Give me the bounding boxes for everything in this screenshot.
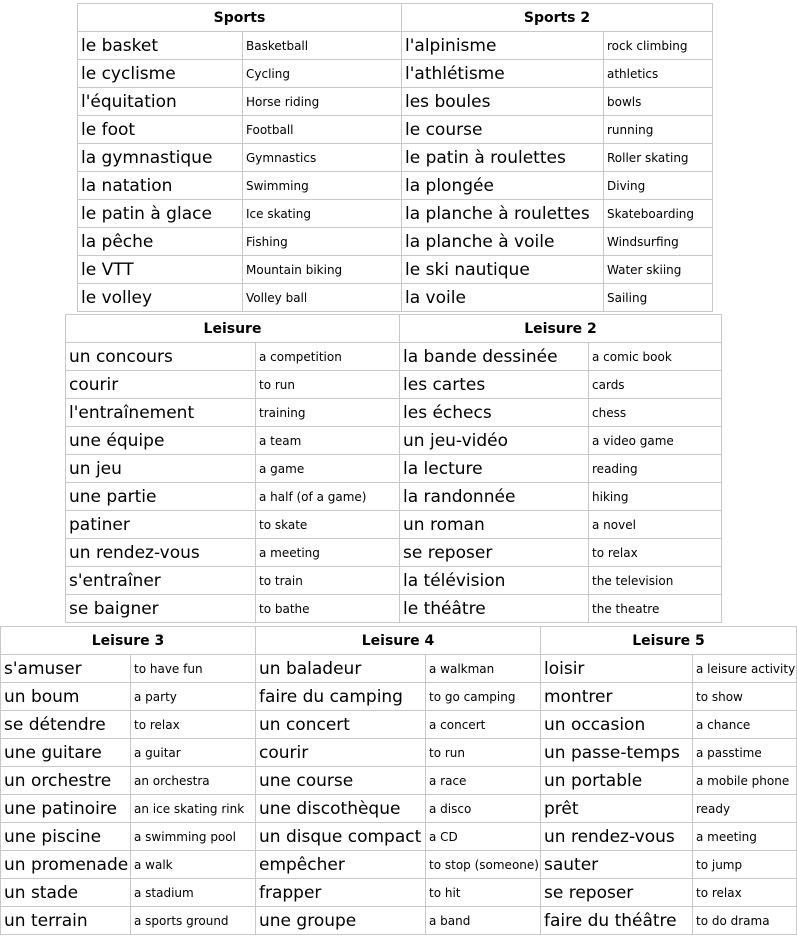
- table-row: [1, 711, 797, 739]
- french-term: le ski nautique: [402, 256, 604, 284]
- french-term: un roman: [400, 511, 589, 539]
- french-term: un rendez-vous: [66, 539, 256, 567]
- english-translation: Football: [243, 116, 402, 144]
- leisure-more-vocab-table: [0, 626, 797, 935]
- english-translation: to have fun: [131, 655, 256, 683]
- french-term: un boum: [1, 683, 131, 711]
- sports-vocab-table: [77, 3, 713, 312]
- english-translation: to run: [426, 739, 541, 767]
- french-term: la bande dessinée: [400, 343, 589, 371]
- table-row: [66, 455, 722, 483]
- english-translation: to jump: [693, 851, 797, 879]
- table-header-sports: Sports: [78, 4, 402, 32]
- table-row: [1, 907, 797, 935]
- english-translation: athletics: [604, 60, 713, 88]
- french-term: un jeu: [66, 455, 256, 483]
- french-term: une équipe: [66, 427, 256, 455]
- french-term: le basket: [78, 32, 243, 60]
- english-translation: Water skiing: [604, 256, 713, 284]
- english-translation: a disco: [426, 795, 541, 823]
- english-translation: a half (of a game): [256, 483, 400, 511]
- english-translation: ready: [693, 795, 797, 823]
- english-translation: to train: [256, 567, 400, 595]
- table-row: [66, 595, 722, 623]
- french-term: une guitare: [1, 739, 131, 767]
- french-term: les boules: [402, 88, 604, 116]
- english-translation: to relax: [693, 879, 797, 907]
- french-term: se reposer: [400, 539, 589, 567]
- english-translation: a meeting: [693, 823, 797, 851]
- french-term: les cartes: [400, 371, 589, 399]
- french-term: sauter: [541, 851, 693, 879]
- french-term: faire du théâtre: [541, 907, 693, 935]
- french-term: la lecture: [400, 455, 589, 483]
- english-translation: a mobile phone: [693, 767, 797, 795]
- english-translation: an orchestra: [131, 767, 256, 795]
- french-term: le volley: [78, 284, 243, 312]
- french-term: les échecs: [400, 399, 589, 427]
- french-term: la randonnée: [400, 483, 589, 511]
- english-translation: a passtime: [693, 739, 797, 767]
- english-translation: Sailing: [604, 284, 713, 312]
- french-term: le patin à glace: [78, 200, 243, 228]
- table-row: [66, 399, 722, 427]
- french-term: la pêche: [78, 228, 243, 256]
- english-translation: running: [604, 116, 713, 144]
- french-term: une discothèque: [256, 795, 426, 823]
- english-translation: Swimming: [243, 172, 402, 200]
- english-translation: to go camping: [426, 683, 541, 711]
- french-term: se reposer: [541, 879, 693, 907]
- table-row: [78, 228, 713, 256]
- french-term: le foot: [78, 116, 243, 144]
- table-header-leisure5: Leisure 5: [541, 627, 797, 655]
- table-row: [78, 88, 713, 116]
- table-row: [66, 427, 722, 455]
- french-term: un promenade: [1, 851, 131, 879]
- english-translation: a competition: [256, 343, 400, 371]
- english-translation: a walk: [131, 851, 256, 879]
- english-translation: to relax: [589, 539, 722, 567]
- table-row: [78, 172, 713, 200]
- english-translation: Windsurfing: [604, 228, 713, 256]
- french-term: la voile: [402, 284, 604, 312]
- table-header-leisure3: Leisure 3: [1, 627, 256, 655]
- table-row: [1, 823, 797, 851]
- french-term: la natation: [78, 172, 243, 200]
- french-term: un disque compact: [256, 823, 426, 851]
- english-translation: Gymnastics: [243, 144, 402, 172]
- english-translation: to run: [256, 371, 400, 399]
- table-row: [1, 851, 797, 879]
- english-translation: to stop (someone): [426, 851, 541, 879]
- english-translation: a swimming pool: [131, 823, 256, 851]
- table-row: [66, 483, 722, 511]
- english-translation: cards: [589, 371, 722, 399]
- table-row: [1, 683, 797, 711]
- english-translation: training: [256, 399, 400, 427]
- french-term: un occasion: [541, 711, 693, 739]
- leisure-vocab-body: [66, 343, 722, 623]
- french-term: un concours: [66, 343, 256, 371]
- french-term: une patinoire: [1, 795, 131, 823]
- french-term: le cyclisme: [78, 60, 243, 88]
- english-translation: Horse riding: [243, 88, 402, 116]
- english-translation: a CD: [426, 823, 541, 851]
- french-term: le course: [402, 116, 604, 144]
- french-term: une piscine: [1, 823, 131, 851]
- french-term: une groupe: [256, 907, 426, 935]
- table-header-leisure2: Leisure 2: [400, 315, 722, 343]
- table-row: [66, 539, 722, 567]
- english-translation: a novel: [589, 511, 722, 539]
- leisure-vocab-table: [65, 314, 722, 623]
- english-translation: Fishing: [243, 228, 402, 256]
- french-term: un terrain: [1, 907, 131, 935]
- english-translation: the television: [589, 567, 722, 595]
- french-term: s'entraîner: [66, 567, 256, 595]
- english-translation: Diving: [604, 172, 713, 200]
- table-row: [78, 284, 713, 312]
- table-header-sports2: Sports 2: [402, 4, 713, 32]
- french-term: s'amuser: [1, 655, 131, 683]
- french-term: un rendez-vous: [541, 823, 693, 851]
- table-row: [66, 371, 722, 399]
- english-translation: to do drama: [693, 907, 797, 935]
- french-term: la gymnastique: [78, 144, 243, 172]
- french-term: loisir: [541, 655, 693, 683]
- french-term: se baigner: [66, 595, 256, 623]
- english-translation: bowls: [604, 88, 713, 116]
- english-translation: reading: [589, 455, 722, 483]
- english-translation: Basketball: [243, 32, 402, 60]
- sports-vocab-body: [78, 32, 713, 312]
- french-term: l'alpinisme: [402, 32, 604, 60]
- french-term: la télévision: [400, 567, 589, 595]
- french-term: un orchestre: [1, 767, 131, 795]
- french-term: un stade: [1, 879, 131, 907]
- english-translation: the theatre: [589, 595, 722, 623]
- table-row: [66, 567, 722, 595]
- english-translation: a concert: [426, 711, 541, 739]
- french-term: la planche à voile: [402, 228, 604, 256]
- english-translation: to skate: [256, 511, 400, 539]
- table-row: [78, 256, 713, 284]
- french-term: le théâtre: [400, 595, 589, 623]
- english-translation: to hit: [426, 879, 541, 907]
- english-translation: a band: [426, 907, 541, 935]
- english-translation: Ice skating: [243, 200, 402, 228]
- french-term: le patin à roulettes: [402, 144, 604, 172]
- table-row: [78, 144, 713, 172]
- english-translation: a team: [256, 427, 400, 455]
- table-row: [78, 200, 713, 228]
- english-translation: to relax: [131, 711, 256, 739]
- french-term: courir: [66, 371, 256, 399]
- french-term: un jeu-vidéo: [400, 427, 589, 455]
- table-row: [66, 343, 722, 371]
- table-row: [1, 739, 797, 767]
- english-translation: to bathe: [256, 595, 400, 623]
- english-translation: a party: [131, 683, 256, 711]
- english-translation: Volley ball: [243, 284, 402, 312]
- french-term: la planche à roulettes: [402, 200, 604, 228]
- english-translation: a leisure activity: [693, 655, 797, 683]
- english-translation: a video game: [589, 427, 722, 455]
- english-translation: a guitar: [131, 739, 256, 767]
- french-term: la plongée: [402, 172, 604, 200]
- english-translation: a race: [426, 767, 541, 795]
- english-translation: a chance: [693, 711, 797, 739]
- english-translation: a stadium: [131, 879, 256, 907]
- french-term: frapper: [256, 879, 426, 907]
- french-term: se détendre: [1, 711, 131, 739]
- english-translation: Skateboarding: [604, 200, 713, 228]
- french-term: prêt: [541, 795, 693, 823]
- french-term: un passe-temps: [541, 739, 693, 767]
- english-translation: Cycling: [243, 60, 402, 88]
- english-translation: Roller skating: [604, 144, 713, 172]
- table-row: [78, 116, 713, 144]
- english-translation: chess: [589, 399, 722, 427]
- french-term: l'équitation: [78, 88, 243, 116]
- english-translation: a comic book: [589, 343, 722, 371]
- table-row: [1, 879, 797, 907]
- table-row: [78, 32, 713, 60]
- french-term: un baladeur: [256, 655, 426, 683]
- table-header-leisure: Leisure: [66, 315, 400, 343]
- table-row: [1, 795, 797, 823]
- table-row: [78, 60, 713, 88]
- table-header-leisure4: Leisure 4: [256, 627, 541, 655]
- english-translation: a meeting: [256, 539, 400, 567]
- english-translation: a walkman: [426, 655, 541, 683]
- french-term: l'athlétisme: [402, 60, 604, 88]
- french-term: le VTT: [78, 256, 243, 284]
- english-translation: to show: [693, 683, 797, 711]
- french-term: une partie: [66, 483, 256, 511]
- french-term: un concert: [256, 711, 426, 739]
- french-term: l'entraînement: [66, 399, 256, 427]
- english-translation: rock climbing: [604, 32, 713, 60]
- french-term: un portable: [541, 767, 693, 795]
- english-translation: a game: [256, 455, 400, 483]
- french-term: faire du camping: [256, 683, 426, 711]
- table-row: [1, 767, 797, 795]
- english-translation: hiking: [589, 483, 722, 511]
- french-term: courir: [256, 739, 426, 767]
- table-row: [66, 511, 722, 539]
- table-row: [1, 655, 797, 683]
- english-translation: a sports ground: [131, 907, 256, 935]
- french-term: une course: [256, 767, 426, 795]
- english-translation: an ice skating rink: [131, 795, 256, 823]
- english-translation: Mountain biking: [243, 256, 402, 284]
- french-term: montrer: [541, 683, 693, 711]
- french-term: patiner: [66, 511, 256, 539]
- french-term: empêcher: [256, 851, 426, 879]
- leisure-more-vocab-body: [1, 655, 797, 935]
